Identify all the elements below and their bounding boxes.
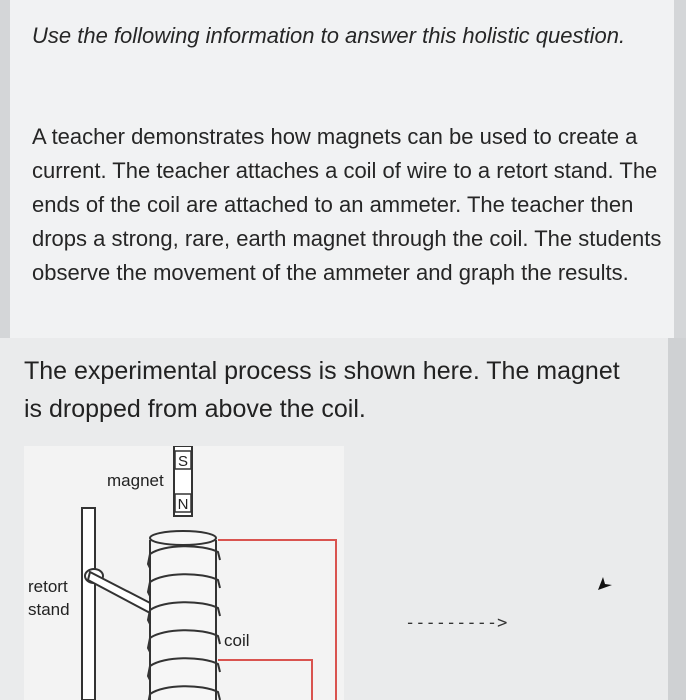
magnet-pole-south: S xyxy=(177,453,189,470)
coil-tube xyxy=(150,531,216,700)
mouse-cursor-icon xyxy=(597,576,613,594)
diagram-svg xyxy=(24,446,344,700)
coil-label: coil xyxy=(224,631,250,650)
retort-stand-rod xyxy=(82,508,95,700)
magnet-label: magnet xyxy=(107,471,164,490)
retort-stand-label-line1: retort xyxy=(28,577,68,596)
dashed-arrow: ---------> xyxy=(405,613,508,633)
question-scenario: A teacher demonstrates how magnets can be used to create a current. The teacher attaches a coil of wire to a retort stand. The ends of the coil are attached to an ammeter. The teacher then drops a strong, rare, earth magnet through the coil. The students observe the movement of the ammeter and graph the results. xyxy=(32,124,662,285)
retort-stand-label-line2: stand xyxy=(28,600,70,619)
coil-winding-back xyxy=(148,694,150,700)
process-description: The experimental process is shown here. The magnet is dropped from above the coil. xyxy=(24,357,620,423)
question-intro: Use the following information to answer this holistic question. xyxy=(32,23,626,48)
background-edge xyxy=(668,338,686,700)
question-panel xyxy=(10,0,674,338)
ammeter-wire xyxy=(218,540,336,700)
experiment-diagram xyxy=(24,446,344,700)
experiment-panel xyxy=(0,338,668,700)
magnet-pole-north: N xyxy=(177,496,189,513)
